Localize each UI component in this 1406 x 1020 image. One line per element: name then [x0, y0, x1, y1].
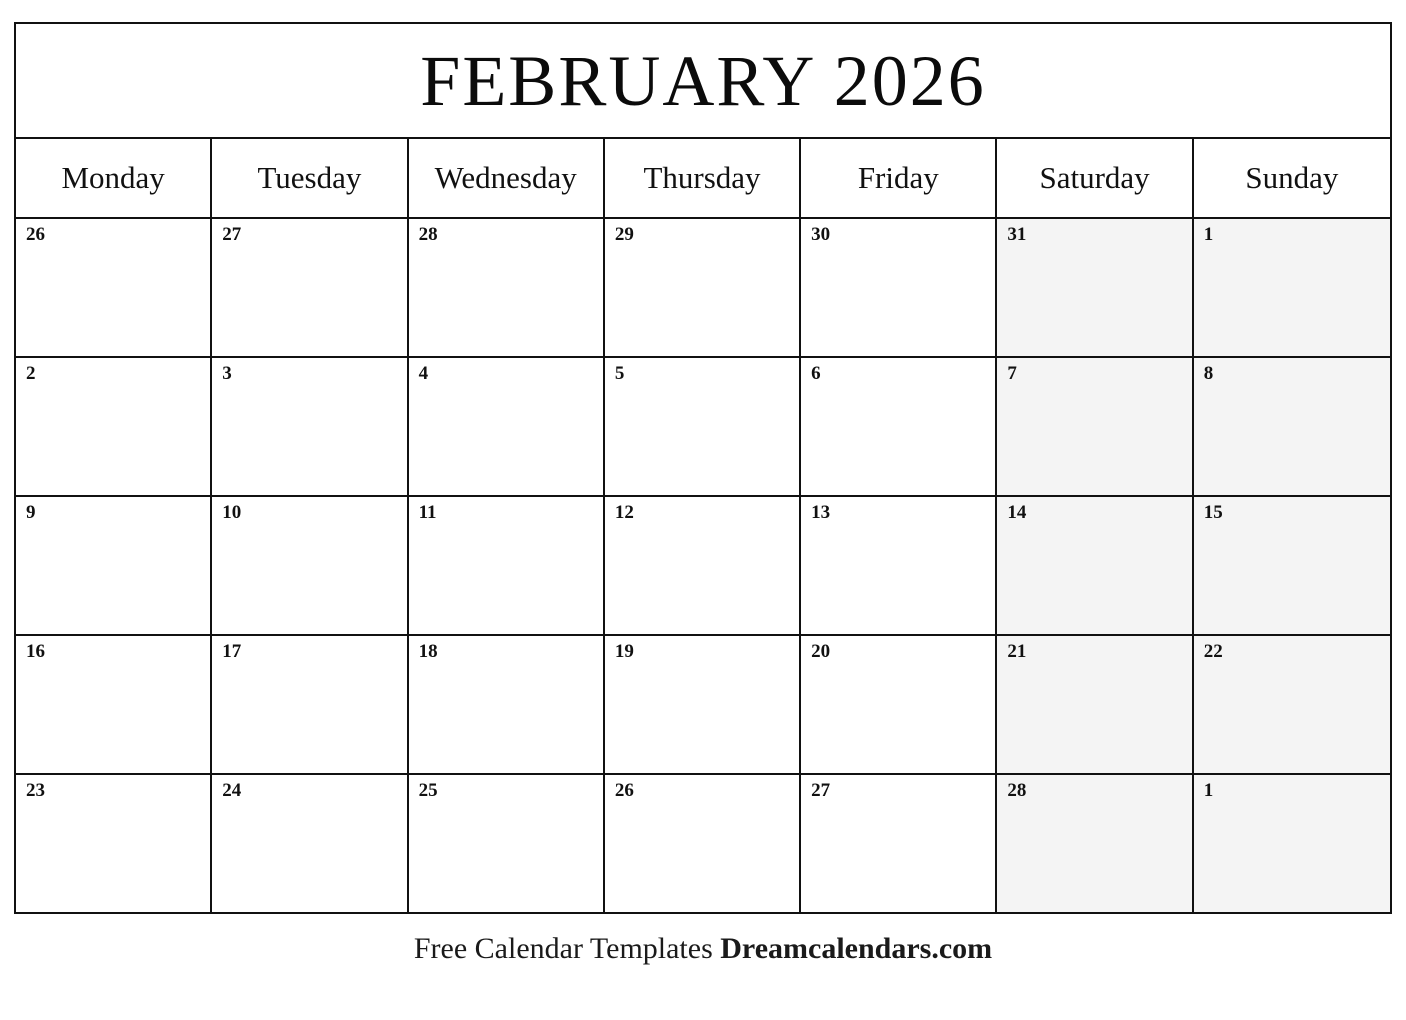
day-number: 9 — [26, 502, 36, 523]
day-cell[interactable] — [997, 358, 1193, 495]
day-number: 17 — [222, 641, 242, 662]
day-number: 12 — [614, 502, 634, 523]
day-number: 18 — [418, 641, 438, 662]
day-number: 1 — [1203, 780, 1214, 801]
day-number: 5 — [614, 363, 625, 384]
day-number: 7 — [1007, 363, 1017, 384]
day-number: 26 — [26, 224, 45, 245]
day-number: 22 — [1203, 641, 1223, 662]
day-number: 3 — [222, 363, 232, 384]
day-cell[interactable] — [801, 497, 997, 634]
day-cell[interactable] — [16, 358, 212, 495]
day-number: 21 — [1007, 641, 1027, 662]
day-cell[interactable] — [605, 636, 801, 773]
day-cell[interactable] — [16, 636, 212, 773]
calendar-weeks — [16, 219, 1390, 912]
weekday-header-sunday: Sunday — [1245, 160, 1339, 195]
day-cell[interactable] — [16, 497, 212, 634]
day-cell[interactable] — [212, 497, 408, 634]
footer — [0, 932, 1406, 966]
day-cell[interactable] — [409, 636, 605, 773]
day-number: 28 — [418, 224, 438, 245]
day-number: 24 — [222, 780, 242, 801]
week-row — [16, 358, 1390, 497]
day-number: 11 — [418, 502, 437, 523]
day-cell[interactable] — [801, 636, 997, 773]
day-number: 6 — [811, 363, 821, 384]
day-cell[interactable] — [212, 636, 408, 773]
day-number: 26 — [614, 780, 634, 801]
day-cell[interactable] — [16, 775, 212, 912]
week-row — [16, 497, 1390, 636]
day-number: 8 — [1203, 363, 1214, 384]
day-number: 13 — [811, 502, 831, 523]
day-number: 29 — [614, 224, 634, 245]
day-cell[interactable] — [605, 358, 801, 495]
weekday-header-saturday: Saturday — [997, 139, 1193, 217]
day-cell[interactable] — [16, 219, 212, 356]
day-cell[interactable] — [605, 497, 801, 634]
day-cell[interactable] — [997, 219, 1193, 356]
week-row — [16, 775, 1390, 912]
day-cell[interactable] — [605, 219, 801, 356]
footer-brand: Dreamcalendars.com — [720, 932, 993, 965]
day-cell[interactable] — [409, 219, 605, 356]
day-number: 2 — [26, 363, 36, 384]
weekday-header-thursday: Thursday — [605, 139, 801, 217]
day-number: 19 — [614, 641, 634, 662]
weekday-header-row — [16, 139, 1390, 219]
day-cell[interactable] — [409, 497, 605, 634]
week-row — [16, 636, 1390, 775]
day-cell[interactable] — [801, 219, 997, 356]
day-number: 16 — [26, 641, 45, 662]
day-number: 28 — [1007, 780, 1027, 801]
day-number: 14 — [1007, 502, 1027, 523]
day-number: 20 — [811, 641, 831, 662]
calendar-title-row — [16, 24, 1390, 139]
day-cell[interactable] — [801, 775, 997, 912]
day-cell[interactable] — [409, 358, 605, 495]
day-number: 15 — [1203, 502, 1223, 523]
page-title: FEBRUARY 2026 — [420, 40, 986, 121]
calendar-table — [14, 22, 1392, 914]
day-cell[interactable] — [1194, 358, 1390, 495]
week-row — [16, 219, 1390, 358]
day-cell[interactable] — [997, 775, 1193, 912]
day-cell[interactable] — [212, 219, 408, 356]
weekday-header-wednesday: Wednesday — [409, 139, 605, 217]
day-cell[interactable] — [997, 497, 1193, 634]
day-number: 30 — [811, 224, 831, 245]
day-number: 31 — [1007, 224, 1027, 245]
footer-text: Free Calendar Templates — [413, 932, 721, 965]
day-cell[interactable] — [605, 775, 801, 912]
day-cell[interactable] — [212, 358, 408, 495]
day-cell[interactable] — [997, 636, 1193, 773]
day-cell[interactable] — [1194, 636, 1390, 773]
weekday-header-tuesday: Tuesday — [212, 139, 408, 217]
day-number: 1 — [1203, 224, 1214, 245]
weekday-header-monday: Monday — [16, 139, 212, 217]
day-cell[interactable] — [1194, 219, 1390, 356]
day-cell[interactable] — [212, 775, 408, 912]
day-number: 27 — [811, 780, 831, 801]
day-number: 23 — [26, 780, 45, 801]
day-cell[interactable] — [1194, 497, 1390, 634]
day-number: 27 — [222, 224, 242, 245]
day-cell[interactable] — [801, 358, 997, 495]
day-cell[interactable] — [409, 775, 605, 912]
day-number: 4 — [418, 363, 429, 384]
day-cell[interactable] — [1194, 775, 1390, 912]
day-number: 10 — [222, 502, 242, 523]
day-number: 25 — [418, 780, 438, 801]
weekday-header-friday: Friday — [801, 139, 997, 217]
